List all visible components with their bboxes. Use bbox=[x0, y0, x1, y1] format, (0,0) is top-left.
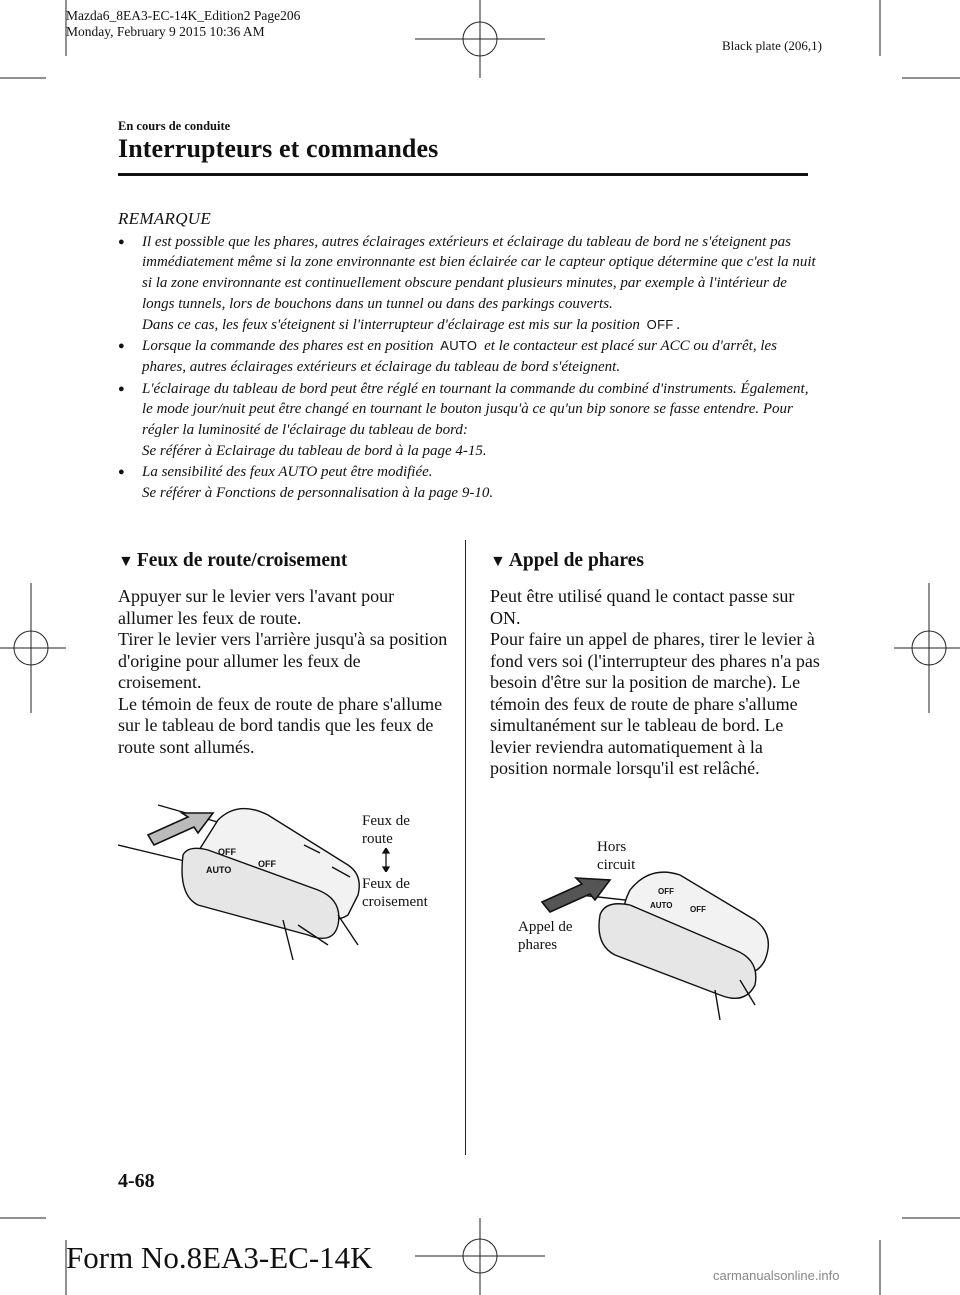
paragraph: Appuyer sur le levier vers l'avant pour allumer les feux de route. bbox=[118, 586, 395, 628]
page-title: Interrupteurs et commandes bbox=[118, 134, 439, 163]
watermark: carmanualsonline.info bbox=[713, 1268, 840, 1283]
note-text: et le contacteur est placé sur ACC ou d'arrêt, les phares, autres éclairages extérieurs et éclairage du tableau de bord s'éteignent. bbox=[142, 338, 777, 375]
plate-label: Black plate (206,1) bbox=[722, 38, 822, 53]
up-down-arrow-icon bbox=[381, 848, 391, 872]
triangle-marker-icon: ▼ bbox=[490, 553, 506, 570]
switch-label: AUTO bbox=[206, 865, 232, 875]
bullet-icon: ● bbox=[118, 382, 125, 395]
note-text: L'éclairage du tableau de bord peut être réglé en tournant la commande du combiné d'instruments. Également, le mode jour/nuit peut être changé en tournant le bouton jusqu'à ce qu'un bip sonore se fasse entendre. Pour régler la luminosité de l'éclairage du tableau de bord: bbox=[142, 380, 809, 439]
switch-label: OFF bbox=[258, 859, 276, 869]
bullet-icon: ● bbox=[118, 466, 125, 479]
note-list bbox=[118, 232, 818, 504]
bullet-icon: ● bbox=[118, 340, 125, 353]
note-item bbox=[118, 232, 818, 336]
print-header-line2: Monday, February 9 2015 10:36 AM bbox=[66, 24, 265, 39]
paragraph: Peut être utilisé quand le contact passe sur ON. bbox=[490, 586, 795, 628]
section-heading-high-low-beam bbox=[118, 550, 347, 572]
label-flash: Appel de phares bbox=[518, 919, 573, 953]
note-heading: REMARQUE bbox=[118, 209, 212, 228]
section-name: En cours de conduite bbox=[118, 119, 231, 133]
note-item bbox=[118, 336, 818, 377]
auto-position-tag: AUTO bbox=[440, 338, 478, 354]
switch-label: OFF bbox=[218, 847, 236, 857]
note-reference: Se référer à Eclairage du tableau de bord à la page 4-15. bbox=[142, 442, 487, 459]
note-text: Lorsque la commande des phares est en position bbox=[142, 338, 434, 355]
note-reference: Se référer à Fonctions de personnalisation à la page 9-10. bbox=[142, 485, 494, 502]
triangle-marker-icon: ▼ bbox=[118, 553, 134, 570]
form-number: Form No.8EA3-EC-14K bbox=[66, 1240, 373, 1275]
print-header-line1: Mazda6_8EA3-EC-14K_Edition2 Page206 bbox=[66, 8, 301, 23]
paragraph: Le témoin de feux de route de phare s'allume sur le tableau de bord tandis que les feux de route sont allumés. bbox=[118, 693, 443, 757]
note-block bbox=[118, 209, 818, 505]
switch-label: OFF bbox=[690, 905, 706, 914]
note-text: La sensibilité des feux AUTO peut être modifiée. bbox=[142, 464, 433, 481]
print-header bbox=[66, 8, 300, 40]
note-item bbox=[118, 379, 818, 462]
off-position-tag: OFF bbox=[646, 316, 674, 332]
page-number: 4-68 bbox=[118, 1170, 155, 1192]
switch-label: AUTO bbox=[650, 901, 673, 910]
switch-label: OFF bbox=[658, 887, 674, 896]
heading-text: Appel de phares bbox=[508, 550, 644, 571]
bullet-icon: ● bbox=[118, 235, 125, 248]
note-item bbox=[118, 462, 818, 503]
label-off-position: Hors circuit bbox=[597, 839, 636, 873]
right-body bbox=[490, 586, 820, 780]
paragraph: Tirer le levier vers l'arrière jusqu'à sa position d'origine pour allumer les feux de croisement. bbox=[118, 629, 448, 692]
high-beam-lever-illustration bbox=[118, 795, 368, 965]
note-text: Il est possible que les phares, autres éclairages extérieurs et éclairage du tableau de bord ne s'éteignent pas immédiatement même si la zone environnante est bien éclairée car le capteur optique détermine que c'est la nuit si la zone environnante est continuellement obscure pendant plusieurs minutes, par exemple à l'intérieur de longs tunnels, lors de bouchons dans un tunnel ou dans des parkings couverts. bbox=[142, 233, 816, 312]
label-high-beam: Feux de route bbox=[362, 813, 410, 847]
section-heading-headlight-flasher bbox=[490, 550, 644, 572]
note-text-end: . bbox=[676, 316, 681, 333]
column-divider bbox=[465, 540, 466, 1155]
note-text: Dans ce cas, les feux s'éteignent si l'interrupteur d'éclairage est mis sur la position bbox=[142, 316, 640, 333]
label-low-beam: Feux de croisement bbox=[362, 876, 428, 910]
heading-text: Feux de route/croisement bbox=[136, 550, 348, 571]
title-rule bbox=[118, 173, 808, 176]
paragraph: Pour faire un appel de phares, tirer le levier à fond vers soi (l'interrupteur des phares n'a pas besoin d'être sur la position de marche). Le témoin des feux de route de phare s'allume simultanément sur le tableau de bord. Le levier reviendra automatiquement à la position normale lorsqu'il est relâché. bbox=[490, 629, 820, 778]
left-body bbox=[118, 586, 448, 758]
